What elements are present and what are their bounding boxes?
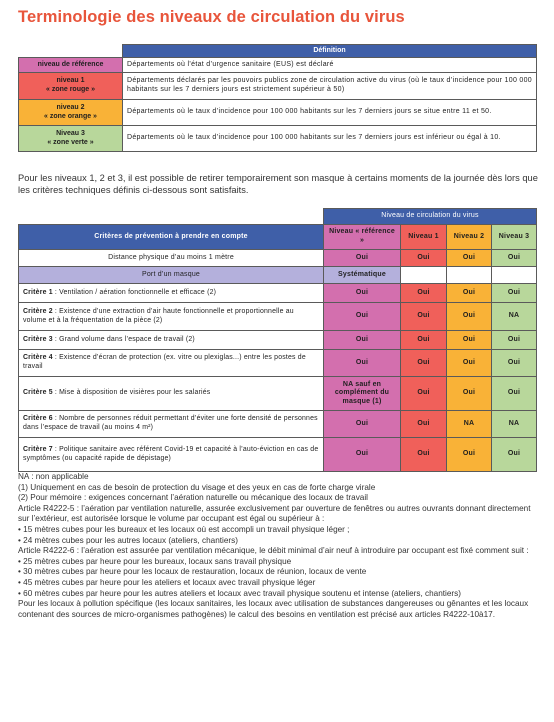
criterion-3-level-3: Oui — [492, 331, 537, 350]
note-1: (1) Uniquement en cas de besoin de protection du visage et des yeux en cas de forte charge virale — [18, 482, 376, 492]
distance-reference: Oui — [324, 250, 401, 267]
col-header-level-1: Niveau 1 — [401, 225, 447, 250]
distance-label: Distance physique d’au moins 1 mètre — [19, 250, 324, 267]
criterion-3-reference: Oui — [324, 331, 401, 350]
criterion-5-reference: NA sauf en complément du masque (1) — [324, 377, 401, 411]
distance-level-2: Oui — [447, 250, 492, 267]
footnotes — [18, 472, 538, 620]
blank-corner — [19, 45, 123, 58]
blank-corner — [19, 209, 324, 225]
note-na: NA : non applicable — [18, 472, 89, 481]
criterion-4: Critère 4 : Existence d’écran de protection (ex. vitre ou plexiglas...) entre les postes de travail — [19, 350, 324, 377]
mask-reference: Systématique — [324, 267, 401, 284]
mask-level-1-empty — [401, 267, 447, 284]
criterion-5-level-3: Oui — [492, 377, 537, 411]
virus-level-header: Niveau de circulation du virus — [324, 209, 537, 225]
note-bullet-45m3: • 45 mètres cubes par heure pour les ateliers et locaux avec travail physique léger — [18, 577, 316, 587]
criterion-1-level-2: Oui — [447, 284, 492, 303]
criterion-3-level-2: Oui — [447, 331, 492, 350]
note-bullet-15m3: • 15 mètres cubes pour les bureaux et les locaux où est accompli un travail physique léger ; — [18, 524, 350, 534]
col-header-level-2: Niveau 2 — [447, 225, 492, 250]
criterion-1-reference: Oui — [324, 284, 401, 303]
criterion-4-reference: Oui — [324, 350, 401, 377]
note-bullet-24m3: • 24 mètres cubes pour les autres locaux (ateliers, chantiers) — [18, 535, 238, 545]
distance-level-1: Oui — [401, 250, 447, 267]
criterion-7: Critère 7 : Politique sanitaire avec référent Covid-19 et capacité à l’auto-éviction en cas de symptômes (ou capacité rapide de dépistage) — [19, 438, 324, 472]
level-3: Niveau 3 « zone verte » — [19, 126, 123, 152]
criterion-6-level-1: Oui — [401, 411, 447, 438]
level-reference: niveau de référence — [19, 58, 123, 73]
note-2: (2) Pour mémoire : exigences concernant l’aération naturelle ou mécanique des locaux de travail — [18, 493, 368, 503]
intro-paragraph: Pour les niveaux 1, 2 et 3, il est possible de retirer temporairement son masque à certains moments de la journée dès lors que les critères techniques définis ci-dessous sont satisfaits. — [18, 173, 538, 195]
level-2: niveau 2 « zone orange » — [19, 100, 123, 126]
criterion-7-reference: Oui — [324, 438, 401, 472]
note-bullet-30m3: • 30 mètres cubes par heure pour les locaux de restauration, locaux de réunion, locaux de vente — [18, 567, 367, 577]
col-header-reference: Niveau « référence » — [324, 225, 401, 250]
criterion-3-level-1: Oui — [401, 331, 447, 350]
note-bullet-25m3: • 25 mètres cubes par heure pour les bureaux, locaux sans travail physique — [18, 556, 292, 566]
definition-header: Définition — [123, 45, 537, 58]
criterion-7-level-3: Oui — [492, 438, 537, 472]
criterion-1-level-1: Oui — [401, 284, 447, 303]
col-header-level-3: Niveau 3 — [492, 225, 537, 250]
criterion-2-level-3: NA — [492, 303, 537, 331]
criterion-1: Critère 1 : Ventilation / aération fonctionnelle et efficace (2) — [19, 284, 324, 303]
criterion-6-level-2: NA — [447, 411, 492, 438]
criteria-header: Critères de prévention à prendre en compte — [19, 225, 324, 250]
criterion-2: Critère 2 : Existence d’une extraction d’air haute fonctionnelle et proportionnelle au volume et à la fréquentation de la pièce (2) — [19, 303, 324, 331]
mask-level-3-empty — [492, 267, 537, 284]
criterion-4-level-2: Oui — [447, 350, 492, 377]
criterion-2-reference: Oui — [324, 303, 401, 331]
definition-level-3: Départements où le taux d’incidence pour 100 000 habitants sur les 7 derniers jours est inférieur ou égal à 10. — [123, 126, 537, 152]
note-article-r4222-5: Article R4222-5 : l’aération par ventilation naturelle, assurée exclusivement par ouverture de fenêtres ou autres ouvrants donnant directement sur l’extérieur, est autorisée lorsque le volume par occupant est égal ou supérieur à : — [18, 503, 531, 524]
criterion-6-reference: Oui — [324, 411, 401, 438]
note-bullet-60m3: • 60 mètres cubes par heure pour les autres ateliers et locaux avec travail physique soutenu et intense (ateliers, chantiers) — [18, 588, 461, 598]
criterion-2-level-1: Oui — [401, 303, 447, 331]
level-1: niveau 1 « zone rouge » — [19, 73, 123, 100]
criterion-7-level-2: Oui — [447, 438, 492, 472]
prevention-criteria-table — [18, 208, 537, 472]
distance-level-3: Oui — [492, 250, 537, 267]
definition-level-2: Départements où le taux d’incidence pour 100 000 habitants sur les 7 derniers jours se situe entre 11 et 50. — [123, 100, 537, 126]
criterion-5-level-1: Oui — [401, 377, 447, 411]
criterion-4-level-3: Oui — [492, 350, 537, 377]
criterion-7-level-1: Oui — [401, 438, 447, 472]
mask-label: Port d’un masque — [19, 267, 324, 284]
criterion-5: Critère 5 : Mise à disposition de visières pour les salariés — [19, 377, 324, 411]
note-specific-pollution: Pour les locaux à pollution spécifique (les locaux sanitaires, les locaux avec utilisation de substances dangereuses ou gênantes et les locaux contenant des sources de micro-organismes pathogènes) le calcul des besoins en ventilation est précisé aux articles R4222-10à17. — [18, 599, 529, 619]
criterion-4-level-1: Oui — [401, 350, 447, 377]
terminology-table — [18, 44, 537, 152]
mask-level-2-empty — [447, 267, 492, 284]
page-title: Terminologie des niveaux de circulation du virus — [18, 8, 405, 26]
definition-level-1: Départements déclarés par les pouvoirs publics zone de circulation active du virus (où le taux d’incidence pour 100 000 habitants sur les 7 derniers jours est strictement supérieur à 50) — [123, 73, 537, 100]
note-article-r4222-6: Article R4222-6 : l’aération est assurée par ventilation mécanique, le débit minimal d’air neuf à introduire par occupant est fixé comment suit : — [18, 546, 529, 556]
criterion-1-level-3: Oui — [492, 284, 537, 303]
definition-reference: Départements où l’état d’urgence sanitaire (EUS) est déclaré — [123, 58, 537, 73]
criterion-6-level-3: NA — [492, 411, 537, 438]
criterion-5-level-2: Oui — [447, 377, 492, 411]
criterion-6: Critère 6 : Nombre de personnes réduit permettant d’éviter une forte densité de personnes dans l’espace de travail (au moins 4 m²) — [19, 411, 324, 438]
criterion-2-level-2: Oui — [447, 303, 492, 331]
criterion-3: Critère 3 : Grand volume dans l’espace de travail (2) — [19, 331, 324, 350]
